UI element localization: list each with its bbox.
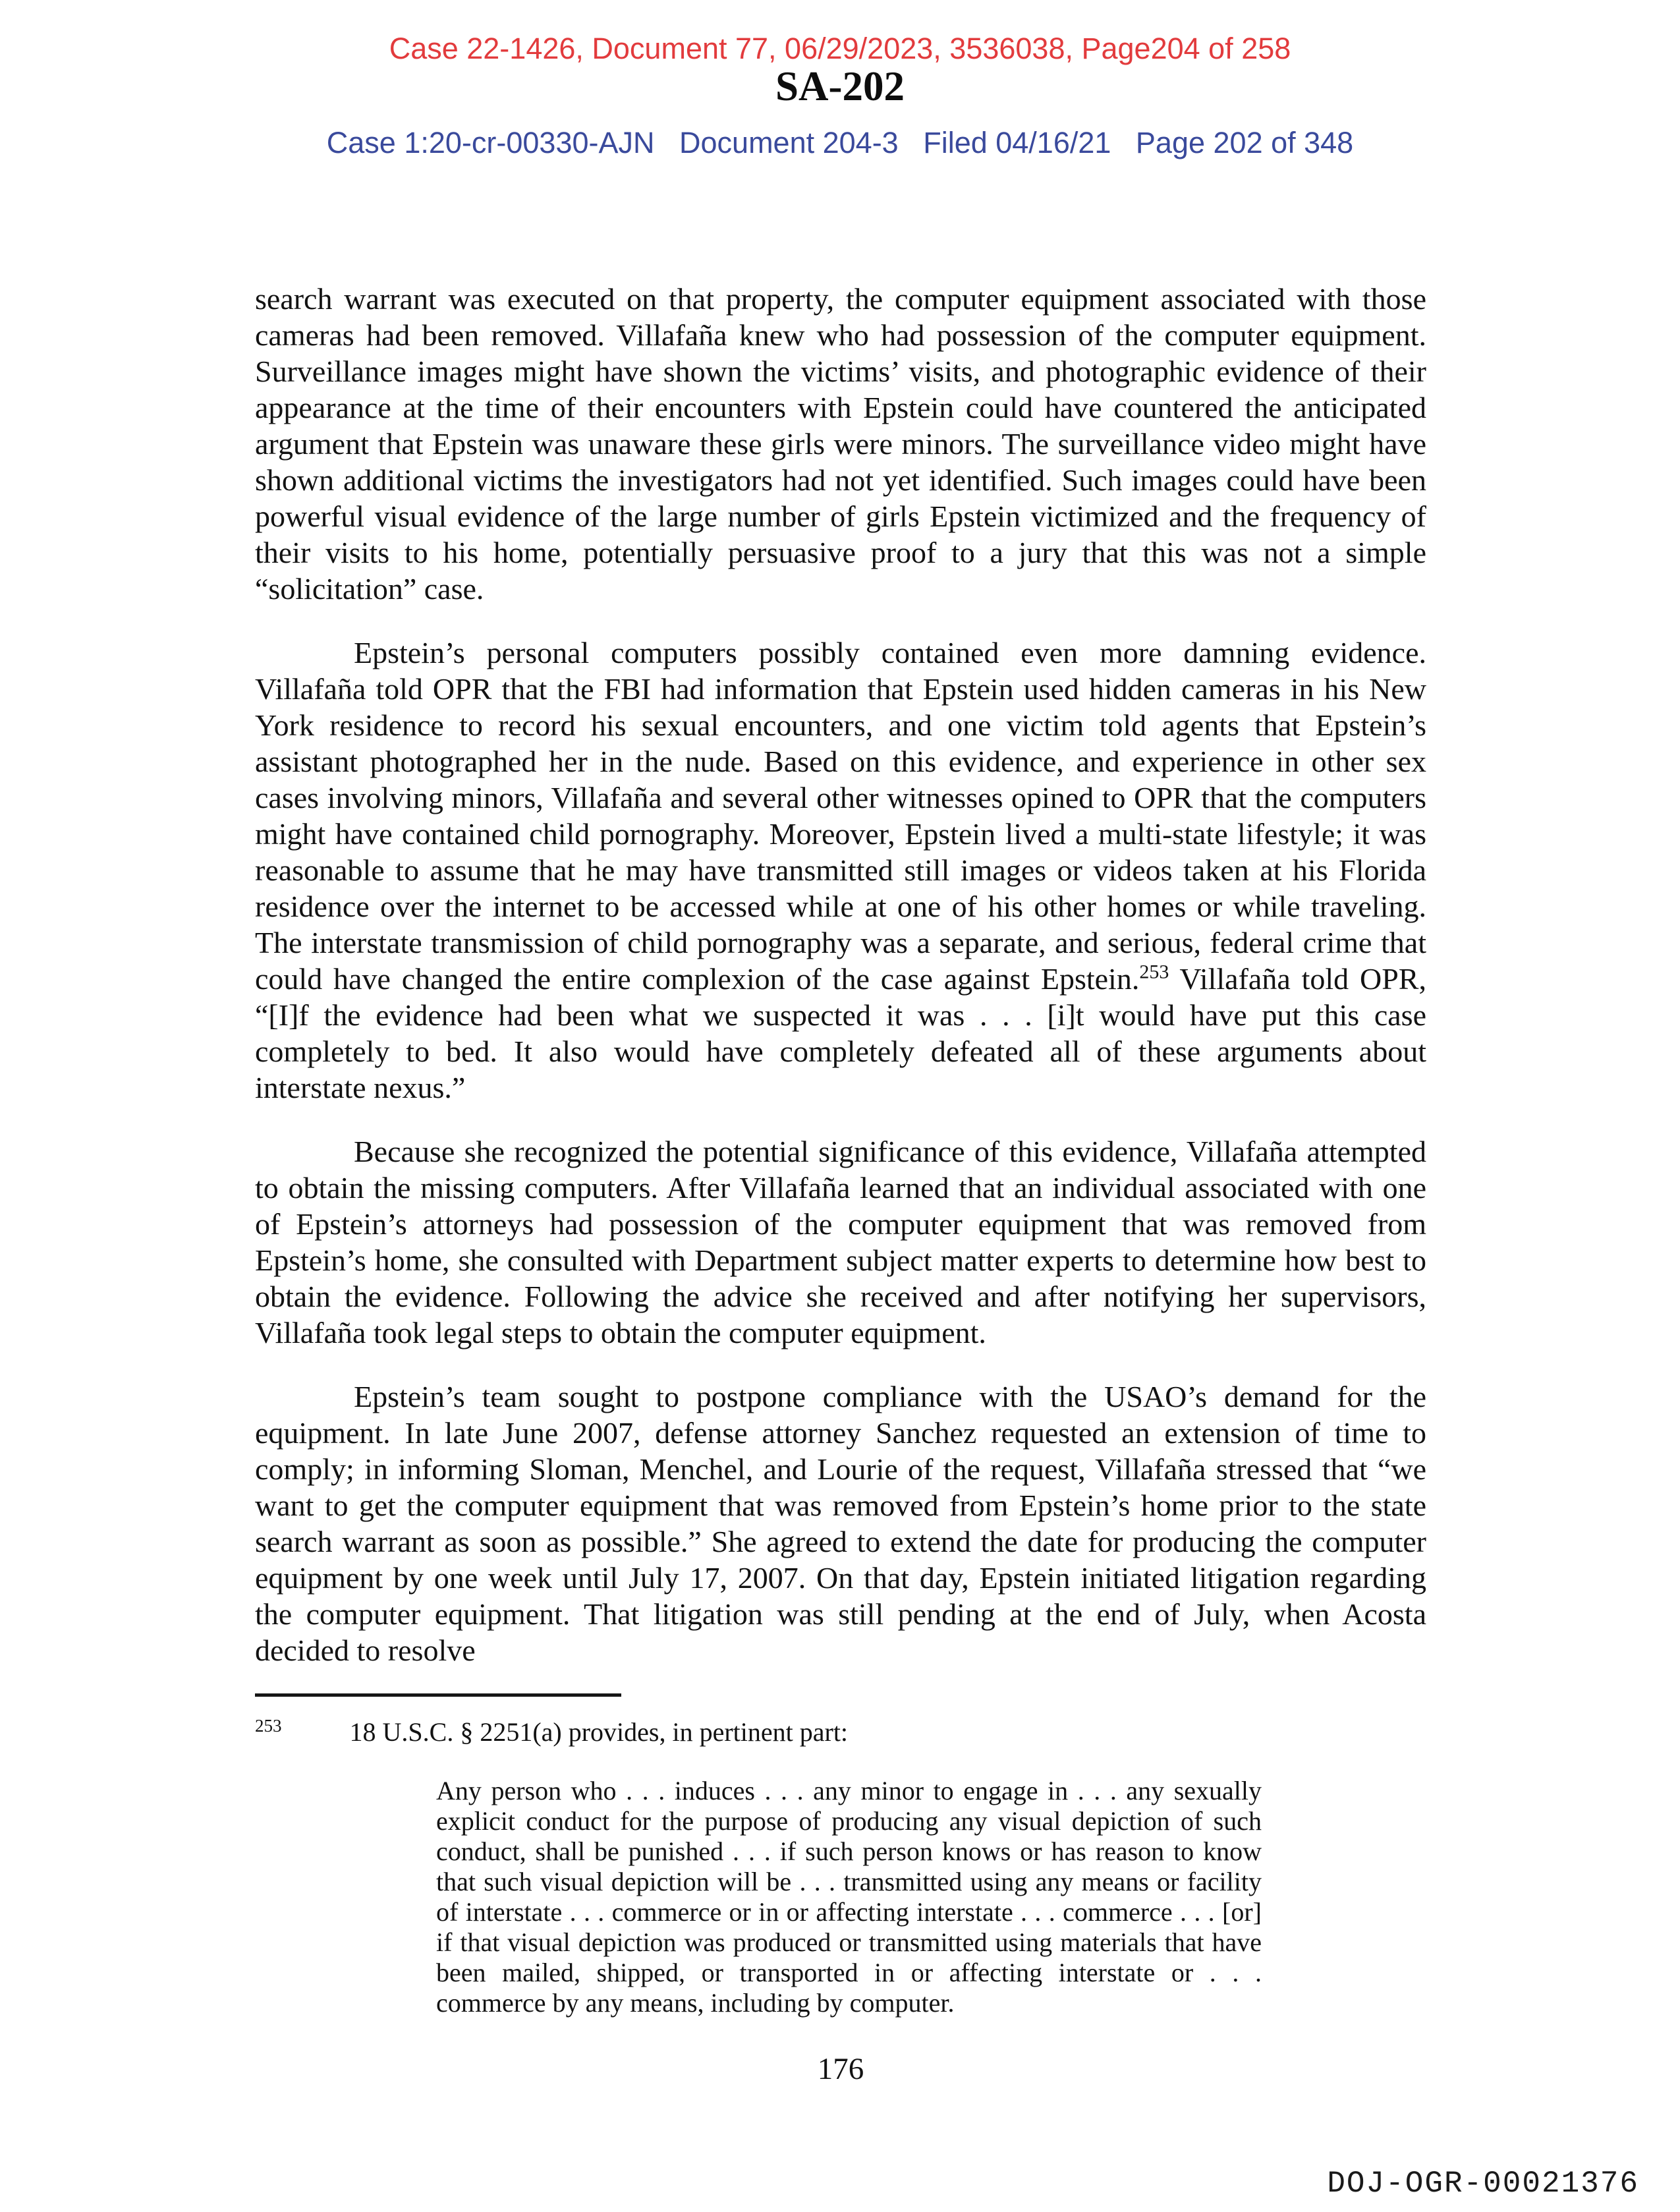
paragraph-1: search warrant was executed on that property, the computer equipment associated with those cameras had been removed. Villafaña knew who had possession of the computer equipment. Surveillance images might have shown the victims’ visits, and photographic evidence of their appearance at the time of their encounters with Epstein could have countered the anticipated argument that Epstein was unaware these girls were minors. The surveillance video might have shown additional victims the investigators had not yet identified. Such images could have been powerful visual evidence of the large number of girls Epstein victimized and the frequency of their visits to his home, potentially persuasive proof to a jury that this was not a simple “solicitation” case. (255, 282, 1426, 606)
footnote-253-intro-text: 18 U.S.C. § 2251(a) provides, in pertinent part: (349, 1717, 849, 1747)
paragraph-2 (255, 635, 1426, 1106)
district-case-header: Case 1:20-cr-00330-AJN Document 204-3 Filed 04/16/21 Page 202 of 348 (326, 126, 1354, 159)
footnote-reference-253: 253 (1139, 961, 1169, 983)
footnote-separator-rule (255, 1693, 621, 1697)
bates-number: DOJ-OGR-00021376 (1327, 2167, 1639, 2201)
appendix-stamp: SA-202 (775, 63, 905, 109)
paragraph-2-text-before-footnote-ref: Epstein’s personal computers possibly contained even more damning evidence. Villafaña told OPR that the FBI had information that Epstein used hidden cameras in his New York residence to record his sexual encounters, and one victim told agents that Epstein’s assistant photographed her in the nude. Based on this evidence, and experience in other sex cases involving minors, Villafaña and several other witnesses opined to OPR that the computers might have contained child pornography. Moreover, Epstein lived a multi-state lifestyle; it was reasonable to assume that he may have transmitted still images or videos taken at his Florida residence over the internet to be accessed while at one of his other homes or while traveling. The interstate transmission of child pornography was a separate, and serious, federal crime that could have changed the entire complexion of the case against Epstein. (255, 636, 1426, 996)
appellate-case-header: Case 22-1426, Document 77, 06/29/2023, 3536038, Page204 of 258 (389, 32, 1291, 65)
paragraph-2-text-after-footnote-ref: Villafaña told OPR, “[I]f the evidence had been what we suspected it was . . . [i]t would have put this case completely to bed. It also would have completely defeated all of these arguments about interstate nexus.” (255, 962, 1426, 1104)
footnote-253 (255, 1716, 1426, 1748)
footnote-253-block-quote: Any person who . . . induces . . . any minor to engage in . . . any sexually explicit conduct for the purpose of producing any visual depiction of such conduct, shall be punished . . . if such person knows or has reason to know that such visual depiction will be . . . transmitted using any means or facility of interstate . . . commerce or in or affecting interstate . . . commerce . . . [or] if that visual depiction was produced or transmitted using materials that have been mailed, shipped, or transported in or affecting interstate or . . . commerce by any means, including by computer. (436, 1776, 1262, 2018)
document-body (255, 281, 1426, 2087)
footnote-253-marker: 253 (255, 1715, 282, 1736)
paragraph-3: Because she recognized the potential significance of this evidence, Villafaña attempted to obtain the missing computers. After Villafaña learned that an individual associated with one of Epstein’s attorneys had possession of the computer equipment that was removed from Epstein’s home, she consulted with Department subject matter experts to determine how best to obtain the evidence. Following the advice she received and after notifying her supervisors, Villafaña took legal steps to obtain the computer equipment. (255, 1135, 1426, 1349)
page-number: 176 (817, 2052, 864, 2086)
paragraph-4: Epstein’s team sought to postpone compliance with the USAO’s demand for the equipment. In late June 2007, defense attorney Sanchez requested an extension of time to comply; in informing Sloman, Menchel, and Lourie of the request, Villafaña stressed that “we want to get the computer equipment that was removed from Epstein’s home prior to the state search warrant as soon as possible.” She agreed to extend the date for producing the computer equipment by one week until July 17, 2007. On that day, Epstein initiated litigation regarding the computer equipment. That litigation was still pending at the end of July, when Acosta decided to resolve (255, 1380, 1426, 1667)
